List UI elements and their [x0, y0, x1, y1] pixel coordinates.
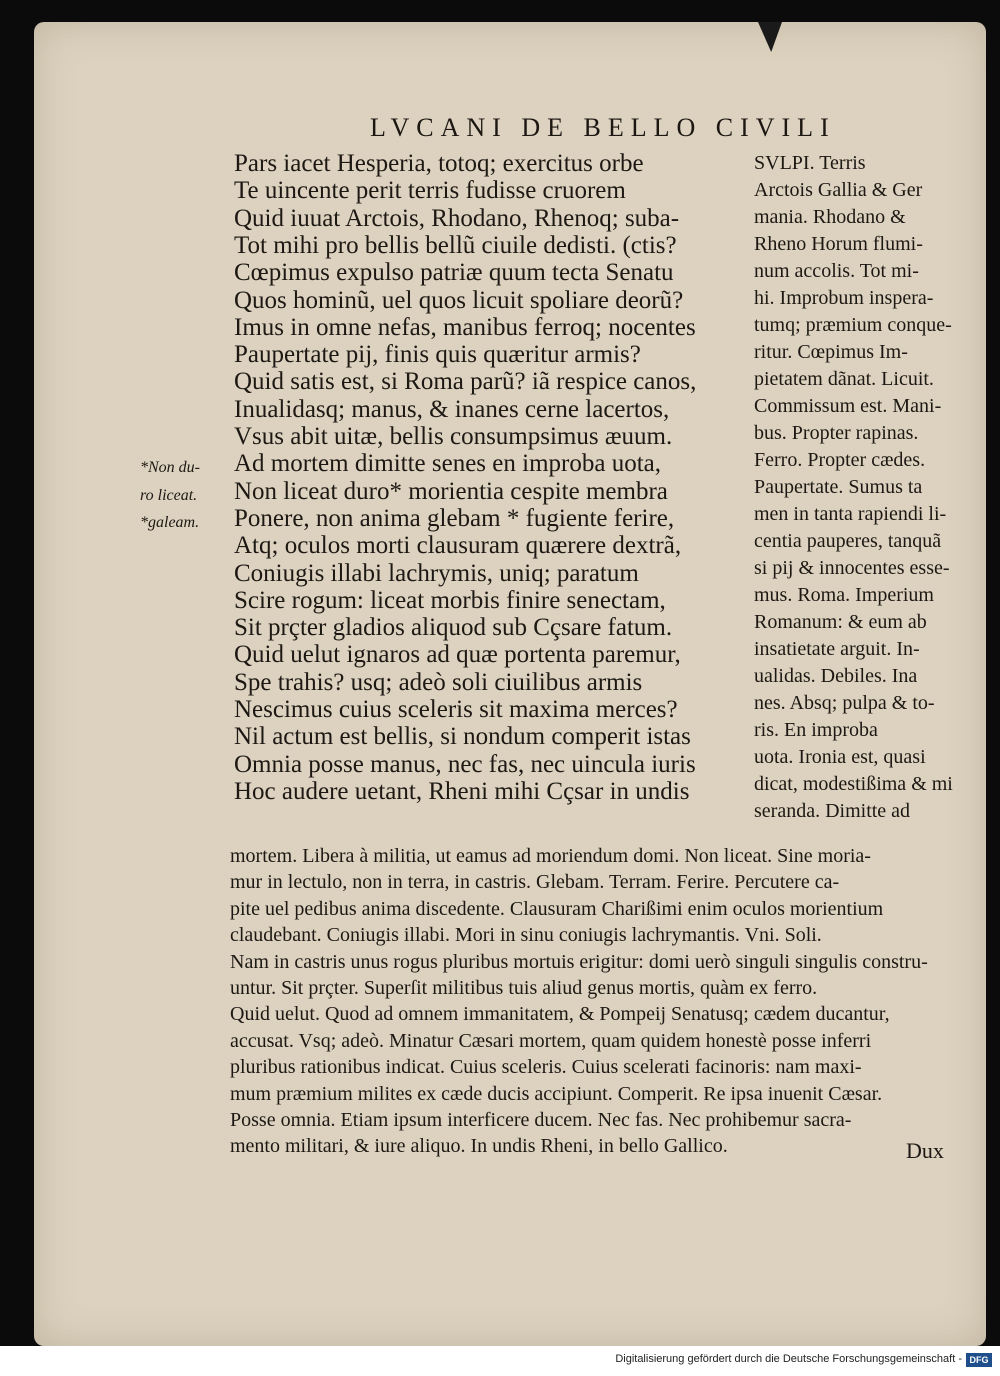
- sidebar-line: bus. Propter rapinas.: [754, 422, 919, 444]
- sidebar-line: nes. Absq; pulpa & to-: [754, 692, 935, 714]
- verse-line: Tot mihi pro bellis bellũ ciuile dedisti. (ctis?: [234, 231, 677, 259]
- funding-credit: Digitalisierung gefördert durch die Deutsche Forschungsgemeinschaft -: [615, 1353, 962, 1365]
- sidebar-line: Commissum est. Mani-: [754, 395, 942, 417]
- dfg-logo: DFG: [966, 1353, 992, 1367]
- sidebar-line: num accolis. Tot mi-: [754, 260, 919, 282]
- sidebar-line: Rheno Horum flumi-: [754, 233, 923, 255]
- commentary-line: untur. Sit prçter. Superſit militibus tuis aliud genus mortis, quàm ex ferro.: [230, 977, 818, 999]
- verse-line: Nescimus cuius sceleris sit maxima merces?: [234, 696, 678, 723]
- sidebar-line: men in tanta rapiendi li-: [754, 503, 947, 525]
- sidebar-line: Ferro. Propter cædes.: [754, 449, 926, 471]
- commentary-line: Posse omnia. Etiam ipsum interficere ducem. Nec fas. Nec prohibemur sacra-: [230, 1109, 852, 1131]
- verse-line: Vsus abit uitæ, bellis consumpsimus æuum.: [234, 423, 673, 450]
- verse-line: Ponere, non anima glebam * fugiente ferire,: [234, 504, 675, 532]
- commentary-line: pluribus rationibus indicat. Cuius sceleris. Cuius scelerati facinoris: nam maxi-: [230, 1056, 862, 1079]
- catchword: Dux: [906, 1138, 944, 1163]
- commentary-line: pite uel pedibus anima discedente. Clausuram Charißimi enim oculos morientium: [230, 897, 884, 920]
- verse-line: Spe trahis? usq; adeò soli ciuilibus armis: [234, 668, 643, 696]
- marginal-note: *Non du-: [140, 459, 200, 476]
- verse-line: Scire rogum: liceat morbis finire senectam,: [234, 586, 666, 614]
- verse-line: Atq; oculos morti clausuram quærere dextrã,: [234, 532, 682, 560]
- running-header: LVCANI DE BELLO CIVILI: [370, 113, 836, 142]
- sidebar-line: ualidas. Debiles. Ina: [754, 665, 918, 687]
- verse-line: Coniugis illabi lachrymis, uniq; paratum: [234, 559, 639, 587]
- sidebar-line: pietatem dãnat. Licuit.: [754, 368, 934, 390]
- verse-line: Quid iuuat Arctois, Rhodano, Rhenoq; suba-: [234, 204, 680, 232]
- sidebar-line: ritur. Cœpimus Im-: [754, 341, 908, 363]
- verse-line: Paupertate pij, finis quis quæritur armis?: [234, 341, 641, 369]
- sidebar-line: mus. Roma. Imperium: [754, 584, 934, 606]
- commentary-line: accusat. Vsq; adeò. Minatur Cæsari mortem, quam quidem honestè posse inferri: [230, 1029, 872, 1052]
- verse-line: Sit prçter gladios aliquod sub Cçsare fatum.: [234, 614, 673, 642]
- commentary-line: mum præmium milites ex cæde ducis accipiunt. Comperit. Re ipsa inuenit Cæsar.: [230, 1082, 883, 1105]
- commentary-line: mur in lectulo, non in terra, in castris. Glebam. Terram. Ferire. Percutere ca-: [230, 871, 840, 894]
- sidebar-line: Paupertate. Sumus ta: [754, 476, 923, 498]
- sidebar-line: hi. Improbum inspera-: [754, 287, 934, 309]
- commentary-line: Quid uelut. Quod ad omnem immanitatem, & Pompeij Senatusq; cædem ducantur,: [230, 1003, 890, 1026]
- verse-line: Ad mortem dimitte senes en improba uota,: [234, 450, 661, 478]
- commentary-line: claudebant. Coniugis illabi. Mori in sinu coniugis lachrymantis. Vni. Soli.: [230, 924, 822, 947]
- commentary-line: mento militari, & iure aliquo. In undis Rheni, in bello Gallico.: [230, 1135, 728, 1158]
- sidebar-line: mania. Rhodano &: [754, 206, 906, 228]
- sidebar-line: Romanum: & eum ab: [754, 611, 927, 633]
- sidebar-line: centia pauperes, tanquã: [754, 530, 942, 552]
- commentary-line: Nam in castris unus rogus pluribus mortuis erigitur: domi uerò singuli singulis constru-: [230, 950, 928, 973]
- verse-line: Non liceat duro* morientia cespite membra: [234, 477, 668, 505]
- verse-line: Te uincente perit terris fudisse cruorem: [234, 177, 626, 205]
- marginal-note: ro liceat.: [140, 487, 198, 504]
- verse-line: Inualidasq; manus, & inanes cerne lacertos,: [234, 395, 670, 423]
- sidebar-line: seranda. Dimitte ad: [754, 800, 911, 822]
- sidebar-line: tumq; præmium conque-: [754, 314, 952, 336]
- verse-line: Quos hominũ, uel quos licuit spoliare deorũ?: [234, 286, 684, 314]
- verse-line: Quid satis est, si Roma parũ? iã respice canos,: [234, 368, 697, 396]
- verse-line: Hoc audere uetant, Rheni mihi Cçsar in undis: [234, 777, 690, 805]
- verse-line: Quid uelut ignaros ad quæ portenta paremur,: [234, 641, 681, 669]
- verse-line: Pars iacet Hesperia, totoq; exercitus orbe: [234, 150, 644, 177]
- commentary-line: mortem. Libera à militia, ut eamus ad moriendum domi. Non liceat. Sine moria-: [230, 845, 871, 867]
- verse-line: Nil actum est bellis, si nondum comperit istas: [234, 723, 691, 751]
- sidebar-line: dicat, modestißima & mi: [754, 773, 953, 795]
- verse-line: Cœpimus expulso patriæ quum tecta Senatu: [234, 259, 674, 287]
- sidebar-line: insatietate arguit. In-: [754, 638, 920, 660]
- sidebar-line: si pij & innocentes esse-: [754, 557, 950, 579]
- marginal-note: *galeam.: [140, 514, 200, 531]
- sidebar-line: Arctois Gallia & Ger: [754, 179, 923, 201]
- sidebar-line: SVLPI. Terris: [754, 152, 866, 174]
- sidebar-line: ris. En improba: [754, 719, 878, 741]
- sidebar-line: uota. Ironia est, quasi: [754, 746, 926, 768]
- verse-line: Imus in omne nefas, manibus ferroq; nocentes: [234, 313, 696, 341]
- footer-bar: [0, 1346, 1000, 1376]
- verse-line: Omnia posse manus, nec fas, nec uincula iuris: [234, 750, 696, 778]
